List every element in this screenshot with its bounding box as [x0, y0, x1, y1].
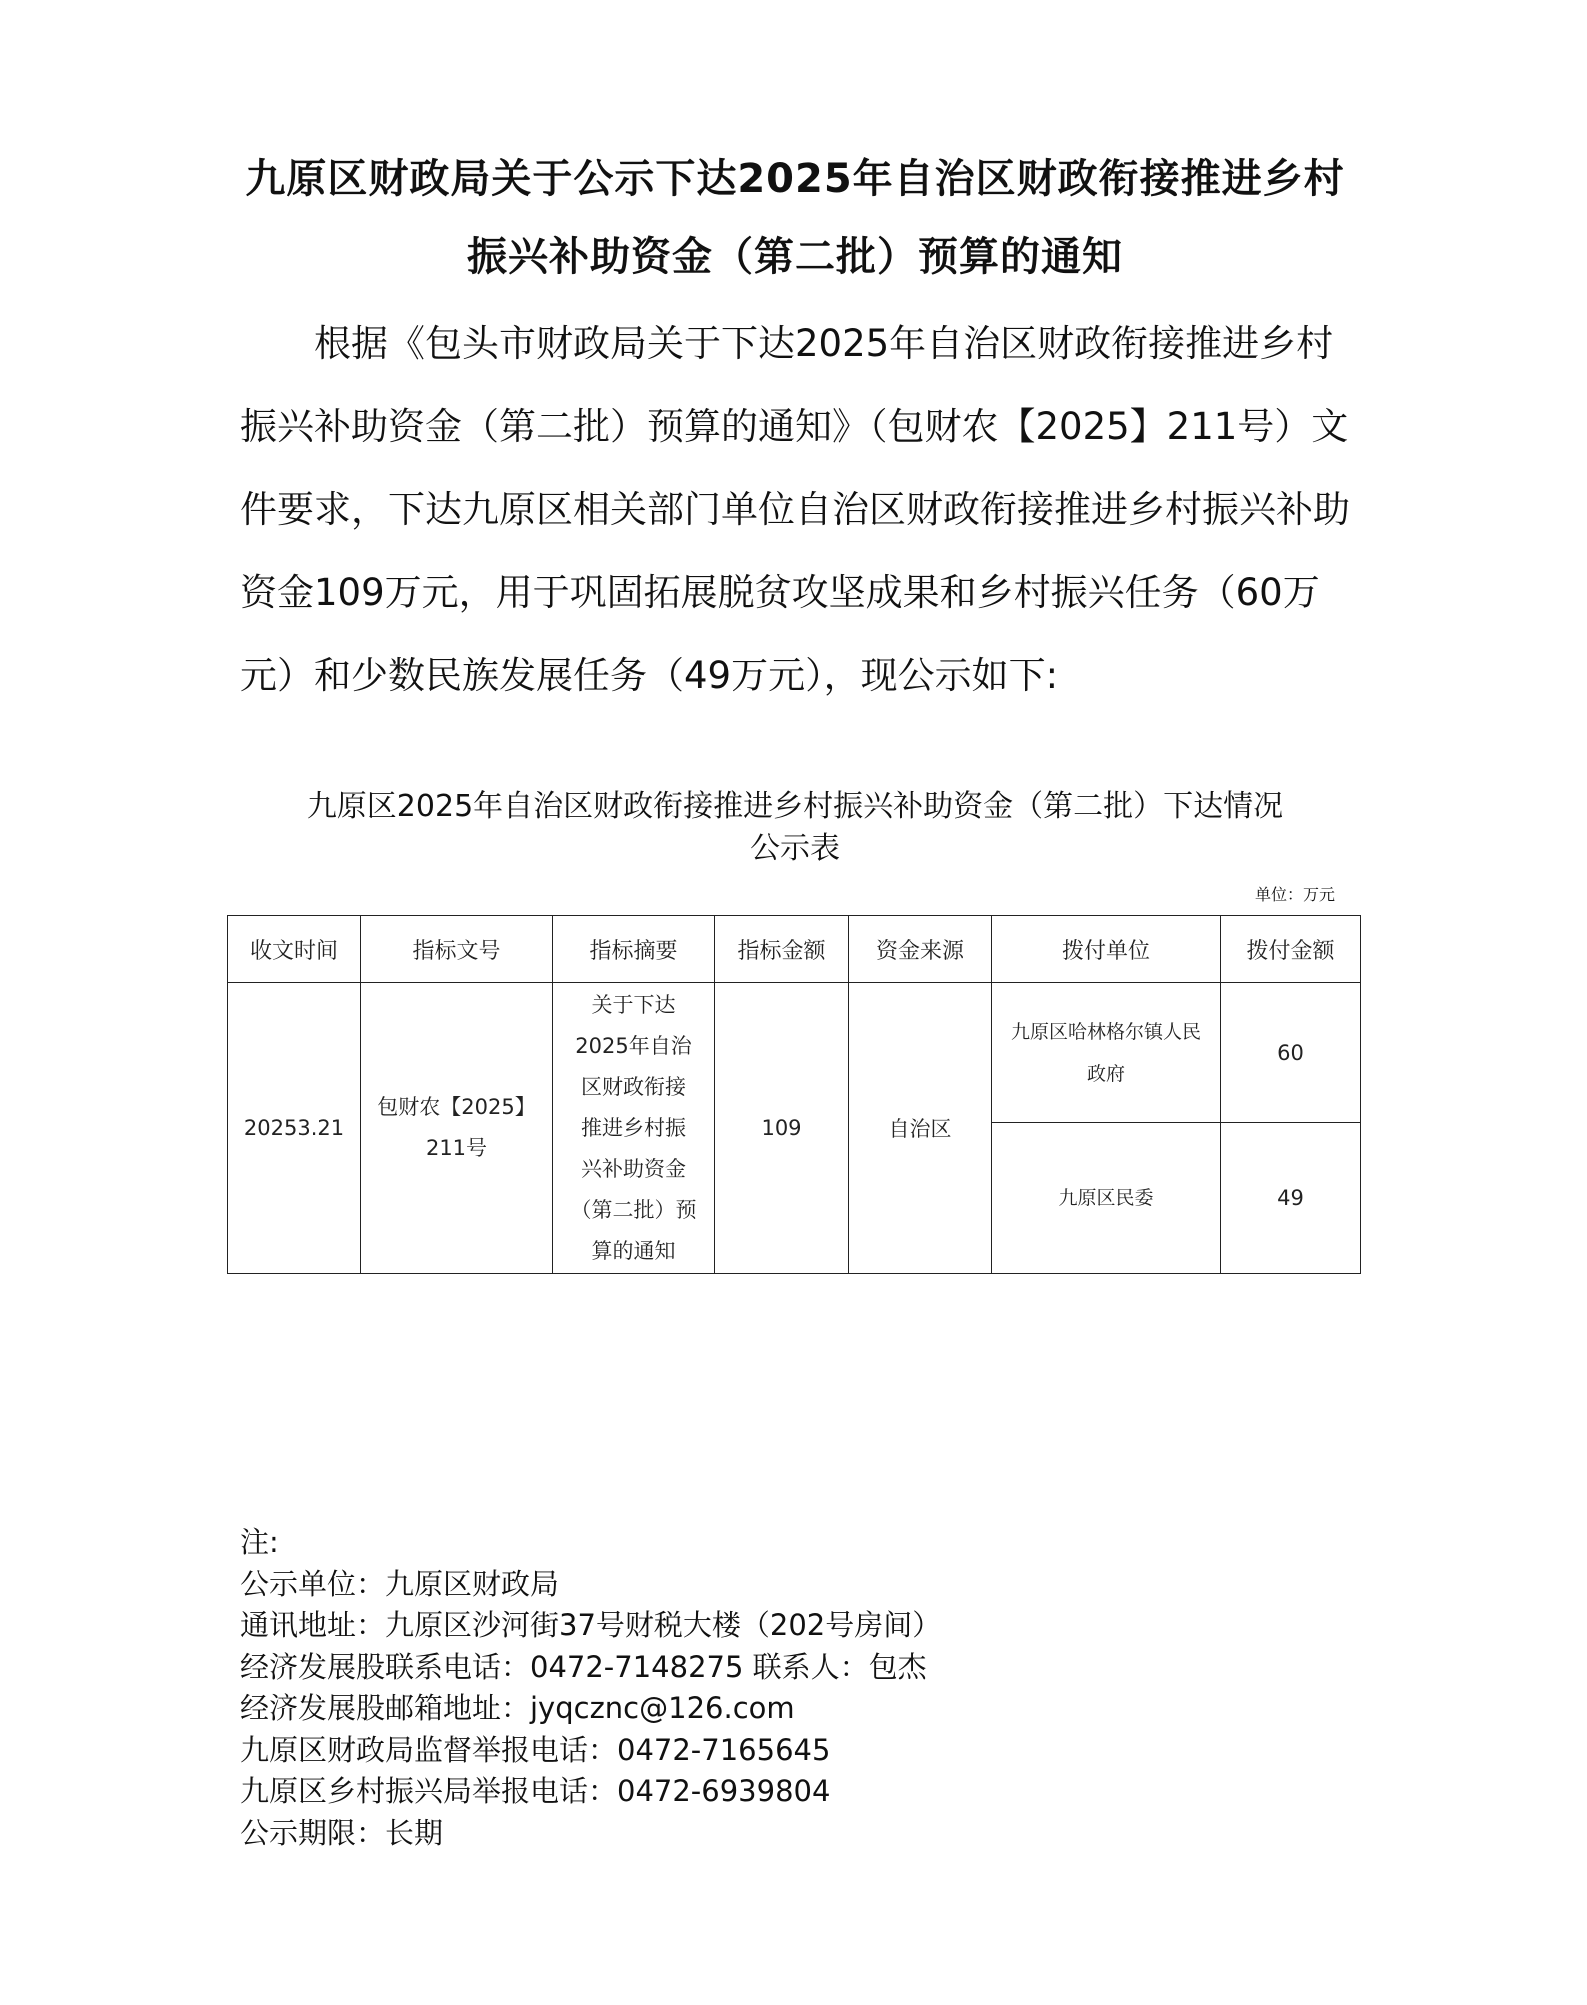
allocation-amount-cell: 49	[1221, 1123, 1361, 1274]
doc-number-line: 包财农【2025】	[377, 1095, 536, 1119]
note-line: 经济发展股联系电话：0472-7148275 联系人：包杰	[240, 1649, 927, 1684]
paragraph-line: 根据《包头市财政局关于下达2025年自治区财政衔接推进乡村	[314, 322, 1334, 365]
note-line: 公示期限：长期	[240, 1815, 444, 1850]
summary-line: 兴补助资金	[581, 1156, 686, 1181]
document-title	[230, 140, 1360, 296]
title-line: 振兴补助资金（第二批）预算的通知	[467, 234, 1123, 280]
doc-number-cell	[361, 983, 553, 1274]
table-title-line: 公示表	[750, 831, 840, 866]
receive-date-cell: 20253.21	[228, 983, 361, 1274]
summary-line: 2025年自治	[575, 1033, 692, 1058]
allocation-table	[227, 915, 1361, 1274]
unit-label: 单位：万元	[1254, 885, 1335, 904]
summary-cell	[553, 983, 715, 1274]
header-cell: 资金来源	[849, 916, 992, 983]
paragraph-line: 件要求，下达九原区相关部门单位自治区财政衔接推进乡村振兴补助	[240, 488, 1350, 531]
header-cell: 指标文号	[361, 916, 553, 983]
source-cell: 自治区	[849, 983, 992, 1274]
note-line: 经济发展股邮箱地址：jyqcznc@126.com	[240, 1691, 795, 1725]
allocation-amount-cell: 60	[1221, 983, 1361, 1123]
notes-section	[240, 1522, 941, 1854]
note-line: 通讯地址：九原区沙河街37号财税大楼（202号房间）	[240, 1608, 942, 1642]
summary-line: 算的通知	[591, 1238, 676, 1263]
table-header-row	[228, 916, 1361, 983]
summary-line: 推进乡村振	[581, 1115, 686, 1140]
doc-number-line: 211号	[425, 1136, 488, 1160]
header-cell: 指标金额	[715, 916, 849, 983]
summary-line: 区财政衔接	[581, 1074, 686, 1099]
note-line: 九原区乡村振兴局举报电话：0472-6939804	[240, 1774, 831, 1808]
note-line: 公示单位：九原区财政局	[240, 1566, 560, 1601]
note-line: 注:	[240, 1525, 279, 1559]
header-cell: 拨付金额	[1221, 916, 1361, 983]
recipient-cell	[992, 983, 1221, 1123]
recipient-cell	[992, 1123, 1221, 1274]
header-cell: 指标摘要	[553, 916, 715, 983]
table-row	[228, 983, 1361, 1123]
note-line: 九原区财政局监督举报电话：0472-7165645	[240, 1732, 831, 1767]
summary-line: （第二批）预	[570, 1197, 697, 1222]
paragraph-line: 元）和少数民族发展任务（49万元），现公示如下:	[240, 654, 1059, 697]
recipient-line: 政府	[1086, 1062, 1125, 1085]
amount-cell: 109	[715, 983, 849, 1274]
paragraph-line: 资金109万元，用于巩固拓展脱贫攻坚成果和乡村振兴任务（60万	[240, 571, 1320, 614]
paragraph-line: 振兴补助资金（第二批）预算的通知》（包财农【2025】211号）文	[240, 405, 1349, 448]
notice-paragraph	[240, 302, 1350, 717]
table-title-line: 九原区2025年自治区财政衔接推进乡村振兴补助资金（第二批）下达情况	[306, 789, 1284, 824]
recipient-line: 九原区哈林格尔镇人民	[1010, 1020, 1201, 1043]
summary-line: 关于下达	[591, 992, 676, 1017]
header-cell: 收文时间	[228, 916, 361, 983]
recipient-line: 九原区民委	[1058, 1187, 1154, 1209]
title-line: 九原区财政局关于公示下达2025年自治区财政衔接推进乡村	[245, 156, 1345, 202]
table-title	[230, 786, 1360, 870]
header-cell: 拨付单位	[992, 916, 1221, 983]
